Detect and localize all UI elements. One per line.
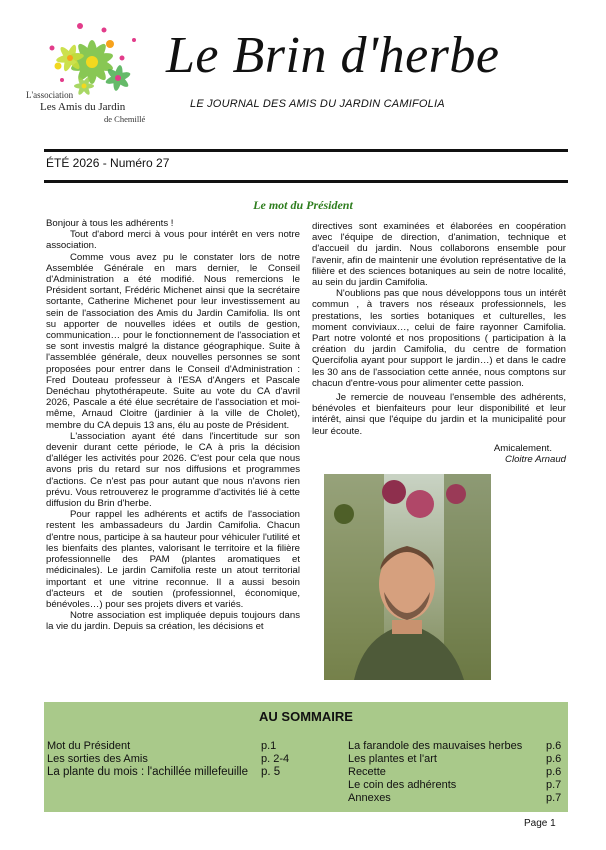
- logo-text-line3: de Chemillé: [104, 114, 146, 124]
- toc-item-label: La plante du mois : l'achillée millefeuille: [47, 766, 248, 778]
- page-number: Page 1: [524, 818, 556, 829]
- toc-item-page: p.7: [546, 779, 562, 791]
- article-paragraph: L'association ayant été dans l'incertitude sur son devenir durant cette période, le CA à pris la décision d'alléger les activités pour 2026. C'est pour cela que nous avons pris du retard sur nos diffusions et programmes d'actions. Ce n'est pas pour autant que nous n'avons rien prévu. Vous retrouverez le programme d'activités lié à cette diffusion du Brin d'herbe.: [46, 430, 300, 510]
- issue-label: ÉTÉ 2026 - Numéro 27: [46, 156, 170, 170]
- article-paragraph: Tout d'abord merci à vous pour intérêt en vers notre association.: [46, 229, 300, 252]
- president-portrait-photo: [324, 474, 491, 680]
- article-column-left: [46, 218, 300, 633]
- toc-item-page: p. 5: [261, 766, 281, 778]
- article-paragraph: directives sont examinées et élaborées en coopération avec l'équipe de direction, d'animation, technique et d'accueil du jardin. Nous collaborons ensemble pour l'avenir, afin de maintenir une évolution représentative de la filière et des sciences botaniques au sein de notre localité, au sein du jardin Camifolia.: [312, 221, 566, 289]
- article-paragraph: Comme vous avez pu le constater lors de notre Assemblée Générale en mars dernier, le Conseil d'Administration a été modifié. Nous remercions le Président sortant, Frédéric Michenet ainsi que la secrétaire sortante, Catherine Michenet pour leur investissement au sein de l'association des Amis du Jardin Camifolia. Ils ont su apporter de nouvelles idées et outils de gestion, communication… pour le fonctionnement de l'association et se sont investis malgré la distance géographique. Suite à l'assemblée générale, deux nouvelles personnes se sont proposées pour entrer dans le Conseil d'Administration : Fred Douteau professeur à l'ESA d'Angers et Pascale Denéchau phytothérapeute. Suite au vote du CA d'avril 2026, Pascale a été élue secrétaire de l'association et moi-même, Arnaud Cloitre (jardinier à la ville de Cholet), membre du CA depuis 13 ans, élu au poste de Président.: [46, 251, 300, 431]
- header-divider-top: [44, 149, 568, 152]
- toc-item-page: p.6: [546, 740, 562, 752]
- closing-text: Amicalement.: [493, 442, 552, 454]
- toc-item-page: p.1: [261, 740, 277, 752]
- toc-item-label: Les plantes et l'art: [348, 753, 437, 765]
- signature: Cloitre Arnaud: [505, 454, 566, 466]
- article-column-right: [312, 221, 566, 465]
- article-heading: Le mot du Président: [253, 198, 353, 212]
- toc-title: AU SOMMAIRE: [259, 709, 353, 724]
- article-paragraph: Je remercie de nouveau l'ensemble des adhérents, bénévoles et bienfaiteurs pour leur disponibilité et leur intérêt, ainsi que l'équipe du jardin et la municipalité pour leur écoute.: [312, 392, 566, 437]
- toc-item-label: Les sorties des Amis: [47, 753, 148, 765]
- article-paragraph: Pour rappel les adhérents et actifs de l'association restent les ambassadeurs du Jardin Camifolia. Chacun d'entre nous, participe à sa hauteur pour véhiculer l'utilité et les bienfaits des plantes, valorisant le territoire et la filière professionnelle des PAM (plantes aromatiques et médicinales). Le jardin Camifolia reste un atout territorial important et une vitrine reconnue. Il a aussi besoin d'acteurs et de soutien (professionnel, économique, bénévoles…) pour ses projets divers et variés.: [46, 509, 300, 610]
- toc-item-page: p.7: [546, 792, 562, 804]
- newsletter-subtitle: LE JOURNAL DES AMIS DU JARDIN CAMIFOLIA: [190, 98, 445, 110]
- toc-item-label: La farandole des mauvaises herbes: [348, 740, 523, 752]
- toc-item-label: Le coin des adhérents: [348, 779, 457, 791]
- logo-text-line2: Les Amis du Jardin: [40, 101, 126, 113]
- article-paragraph: Notre association est impliquée depuis toujours dans la vie du jardin. Depuis sa création, les décisions et: [46, 610, 300, 633]
- toc-item-page: p.6: [546, 766, 562, 778]
- header-divider-bottom: [44, 180, 568, 183]
- toc-item-page: p. 2-4: [261, 753, 290, 765]
- logo-text-line1: L'association: [26, 90, 74, 100]
- table-of-contents: [44, 702, 568, 812]
- flower-logo-icon: [50, 23, 137, 96]
- toc-item-page: p.6: [546, 753, 562, 765]
- toc-item-label: Recette: [348, 766, 386, 778]
- newsletter-title: Le Brin d'herbe: [166, 27, 500, 84]
- article-paragraph: N'oublions pas que nous développons tous un intérêt commun , à travers nos réseaux professionnels, les prestations, les sorties botaniques et culturelles, les moment conviviaux…, celui de faire rayonner Camifolia. Part notre volonté et nos propositions ( participation à la création du jardin Camifolia, du centre de formation Quercifolia ayant pour support le jardin…) et dans le cadre les 30 ans de l'association cette année, nous comptons sur chacun d'entre-vous pour alimenter cette passion.: [312, 288, 566, 389]
- article-paragraph: Bonjour à tous les adhérents !: [46, 218, 174, 229]
- toc-item-label: Annexes: [348, 792, 391, 804]
- toc-item-label: Mot du Président: [47, 740, 131, 752]
